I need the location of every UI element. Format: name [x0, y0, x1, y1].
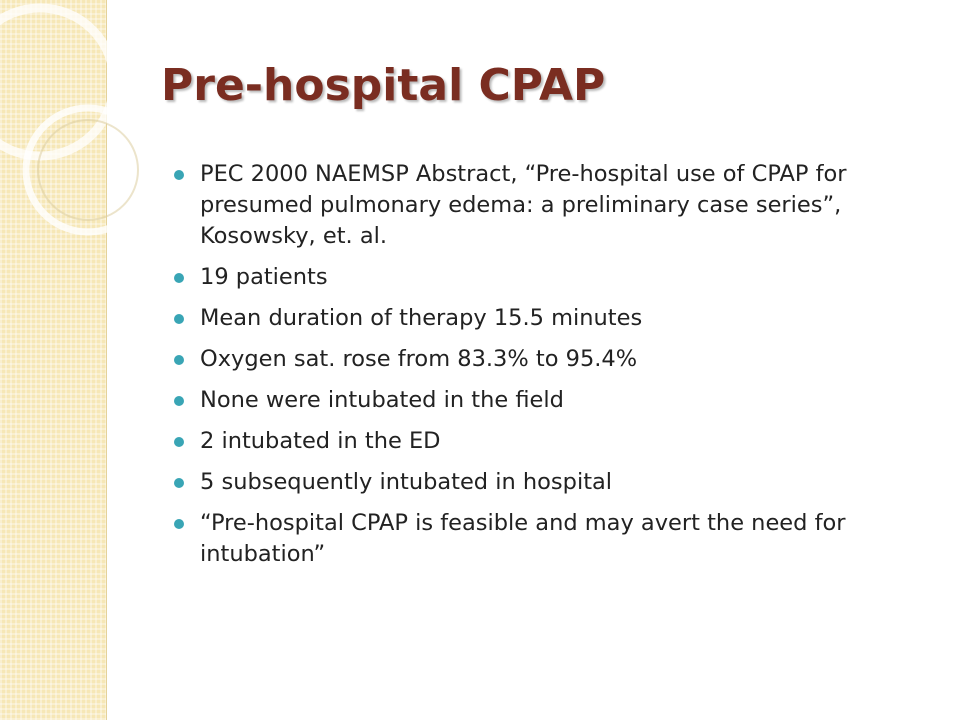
bullet-dot-icon	[174, 314, 184, 324]
bullet-text: 19 patients	[200, 264, 328, 290]
bullet-item	[172, 385, 932, 416]
bullet-text: Oxygen sat. rose from 83.3% to 95.4%	[200, 346, 638, 372]
decorative-circles	[0, 0, 140, 720]
bullet-dot-icon	[174, 355, 184, 365]
bullet-item	[172, 262, 932, 293]
bullet-dot-icon	[174, 478, 184, 488]
bullet-text: 5 subsequently intubated in hospital	[200, 469, 613, 495]
bullet-item	[172, 303, 932, 334]
bullet-item	[172, 426, 932, 457]
bullet-text: 2 intubated in the ED	[200, 428, 441, 454]
bullet-dot-icon	[174, 396, 184, 406]
bullet-text: Mean duration of therapy 15.5 minutes	[200, 305, 643, 331]
bullet-dot-icon	[174, 519, 184, 529]
bullet-text: “Pre-hospital CPAP is feasible and may avert the need for intubation”	[200, 510, 846, 567]
bullet-item	[172, 344, 932, 375]
bullet-dot-icon	[174, 437, 184, 447]
bullet-text: PEC 2000 NAEMSP Abstract, “Pre-hospital use of CPAP for presumed pulmonary edema: a preliminary case series”, Kosowsky, et. al.	[200, 161, 847, 249]
bullet-dot-icon	[174, 273, 184, 283]
bullet-item	[172, 159, 932, 252]
slide-title: Pre-hospital CPAP	[161, 60, 606, 111]
bullet-item	[172, 508, 932, 570]
bullet-text: None were intubated in the field	[200, 387, 564, 413]
bullet-dot-icon	[174, 170, 184, 180]
bullet-item	[172, 467, 932, 498]
bullet-list	[172, 159, 932, 580]
